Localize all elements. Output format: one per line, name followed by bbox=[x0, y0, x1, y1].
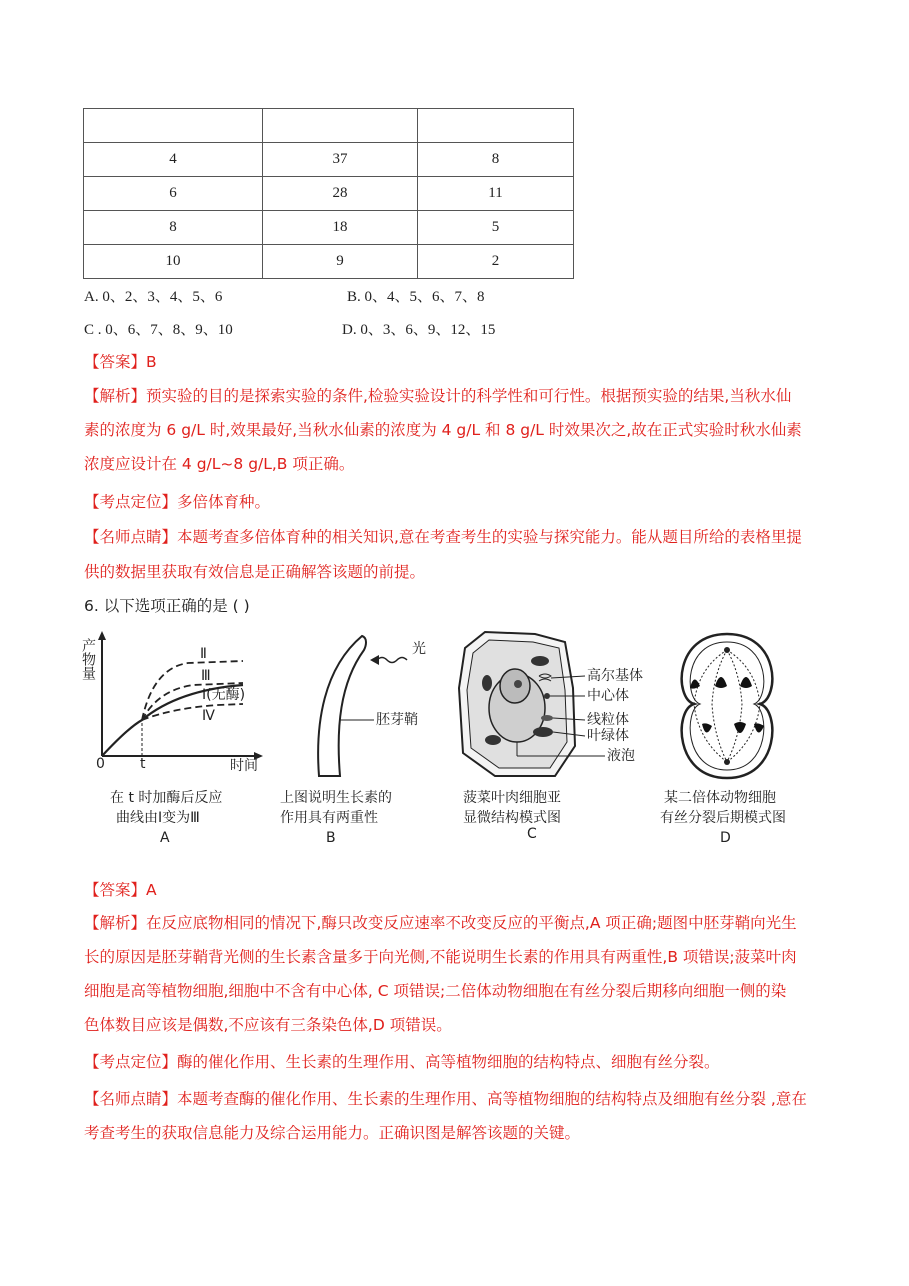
table-cell: 10 bbox=[84, 245, 263, 279]
data-table bbox=[83, 108, 574, 279]
curve-label-I: Ⅰ(无酶) bbox=[202, 687, 246, 703]
chloroplast-4 bbox=[533, 727, 553, 737]
table-cell: 18 bbox=[263, 211, 418, 245]
q5-comment-line-1: 【名师点睛】本题考查多倍体育种的相关知识,意在考查考生的实验与探究能力。能从题目所给的表格里提 bbox=[84, 528, 802, 546]
figure-b-coleoptile bbox=[272, 628, 452, 853]
q6-analysis-line-4: 色体数目应该是偶数,不应该有三条染色体,D 项错误。 bbox=[84, 1016, 452, 1034]
nucleolus bbox=[514, 680, 522, 688]
table-cell: 5 bbox=[418, 211, 574, 245]
q6-comment-line-1: 【名师点睛】本题考查酶的催化作用、生长素的生理作用、高等植物细胞的结构特点及细胞有丝分裂 ,意在 bbox=[84, 1090, 807, 1108]
table-cell: 8 bbox=[418, 143, 574, 177]
chloroplast-1 bbox=[531, 656, 549, 666]
y-axis-label: 产物量 bbox=[80, 638, 96, 680]
figure-d-letter: D bbox=[720, 830, 731, 846]
chloroplast-3 bbox=[485, 735, 501, 745]
label-vacuole: 液泡 bbox=[607, 748, 635, 764]
table-cell: 6 bbox=[84, 177, 263, 211]
coleoptile-label: 胚芽鞘 bbox=[376, 712, 418, 728]
light-arrow-icon bbox=[370, 655, 379, 665]
q5-knowledge-point: 【考点定位】多倍体育种。 bbox=[84, 493, 271, 511]
label-centrosome: 中心体 bbox=[587, 688, 629, 704]
t-label: t bbox=[140, 756, 146, 772]
table-cell: 37 bbox=[263, 143, 418, 177]
table-cell: 11 bbox=[418, 177, 574, 211]
label-mitochondrion: 线粒体 bbox=[587, 712, 629, 728]
table-row bbox=[84, 211, 574, 245]
q6-analysis-line-1: 【解析】在反应底物相同的情况下,酶只改变反应速率不改变反应的平衡点,A 项正确;题图中胚芽鞘向光生 bbox=[84, 914, 797, 932]
figure-a-enzyme-curve bbox=[80, 628, 268, 853]
q6-knowledge-point: 【考点定位】酶的催化作用、生长素的生理作用、高等植物细胞的结构特点、细胞有丝分裂。 bbox=[84, 1053, 720, 1071]
data-table-body bbox=[84, 109, 574, 279]
option-d: D. 0、3、6、9、12、15 bbox=[342, 322, 496, 338]
q5-analysis-line-2: 素的浓度为 6 g/L 时,效果最好,当秋水仙素的浓度为 4 g/L 和 8 g/L 时效果次之,故在正式实验时秋水仙素 bbox=[84, 421, 802, 439]
coleoptile-shape bbox=[318, 636, 366, 776]
table-cell bbox=[418, 109, 574, 143]
origin-label: 0 bbox=[96, 756, 105, 772]
curve-label-II: Ⅱ bbox=[200, 646, 207, 662]
table-cell bbox=[84, 109, 263, 143]
mitochondrion bbox=[541, 715, 553, 721]
option-b: B. 0、4、5、6、7、8 bbox=[347, 289, 485, 305]
q5-analysis-line-1: 【解析】预实验的目的是探索实验的条件,检验实验设计的科学性和可行性。根据预实验的结果,当秋水仙 bbox=[84, 387, 792, 405]
table-cell: 9 bbox=[263, 245, 418, 279]
figure-c-plant-cell bbox=[455, 628, 685, 853]
q5-comment-line-2: 供的数据里获取有效信息是正确解答该题的前提。 bbox=[84, 563, 426, 581]
figure-d-caption-2: 有丝分裂后期模式图 bbox=[660, 810, 786, 826]
table-cell: 28 bbox=[263, 177, 418, 211]
curve-IV bbox=[142, 704, 243, 720]
q5-answer: 【答案】B bbox=[84, 353, 157, 371]
centrosome-dot bbox=[544, 693, 550, 699]
figure-d-caption-1: 某二倍体动物细胞 bbox=[664, 790, 776, 806]
x-axis-label: 时间 bbox=[230, 758, 258, 774]
figure-c-caption-1: 菠菜叶肉细胞亚 bbox=[463, 790, 561, 806]
figure-c-caption-2: 显微结构模式图 bbox=[463, 810, 561, 826]
light-label: 光 bbox=[412, 641, 426, 657]
figure-b-caption-2: 作用具有两重性 bbox=[280, 810, 378, 826]
figure-a-caption-2: 曲线由Ⅰ变为Ⅲ bbox=[116, 810, 200, 826]
cell-outline bbox=[682, 634, 773, 778]
table-cell: 2 bbox=[418, 245, 574, 279]
table-row bbox=[84, 245, 574, 279]
option-a: A. 0、2、3、4、5、6 bbox=[84, 289, 223, 305]
table-row bbox=[84, 143, 574, 177]
q6-analysis-line-2: 长的原因是胚芽鞘背光侧的生长素含量多于向光侧,不能说明生长素的作用具有两重性,B 项错误;菠菜叶肉 bbox=[84, 948, 797, 966]
figure-a-caption-1: 在 t 时加酶后反应 bbox=[110, 790, 223, 806]
table-row bbox=[84, 177, 574, 211]
table-row bbox=[84, 109, 574, 143]
q5-analysis-line-3: 浓度应设计在 4 g/L~8 g/L,B 项正确。 bbox=[84, 455, 355, 473]
figure-d-animal-cell bbox=[660, 628, 795, 853]
q6-comment-line-2: 考查考生的获取信息能力及综合运用能力。正确识图是解答该题的关键。 bbox=[84, 1124, 581, 1142]
light-wave-icon bbox=[377, 658, 407, 663]
figure-a-letter: A bbox=[160, 830, 170, 846]
table-cell: 4 bbox=[84, 143, 263, 177]
figure-c-letter: C bbox=[527, 826, 537, 842]
curve-label-IV: Ⅳ bbox=[202, 708, 215, 724]
q6-analysis-line-3: 细胞是高等植物细胞,细胞中不含有中心体, C 项错误;二倍体动物细胞在有丝分裂后期移向细胞一侧的染 bbox=[84, 982, 787, 1000]
table-cell bbox=[263, 109, 418, 143]
option-c: C . 0、6、7、8、9、10 bbox=[84, 322, 233, 338]
q6-answer: 【答案】A bbox=[84, 881, 157, 899]
curve-label-III: Ⅲ bbox=[201, 668, 211, 684]
label-chloroplast: 叶绿体 bbox=[587, 728, 629, 744]
figure-b-letter: B bbox=[326, 830, 336, 846]
label-golgi: 高尔基体 bbox=[587, 668, 643, 684]
y-axis-arrow bbox=[98, 631, 106, 640]
table-cell: 8 bbox=[84, 211, 263, 245]
figure-b-caption-1: 上图说明生长素的 bbox=[280, 790, 392, 806]
chloroplast-2 bbox=[482, 675, 492, 691]
q6-question: 6. 以下选项正确的是 ( ) bbox=[84, 597, 250, 615]
